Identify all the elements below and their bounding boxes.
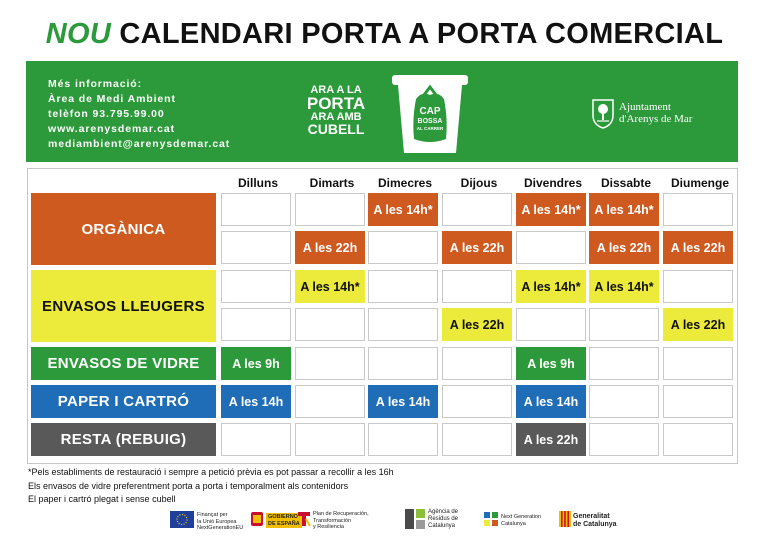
schedule-cell-envasos-1-dimecres bbox=[368, 270, 438, 303]
schedule-cell-organica-2-dissabte: A les 22h bbox=[589, 231, 659, 264]
schedule-cell-paper-diumenge bbox=[663, 385, 733, 418]
arc-logo-icon bbox=[404, 508, 426, 530]
schedule-cell-resta-dimecres bbox=[368, 423, 438, 456]
slogan-line-3: ARA AMB bbox=[310, 111, 362, 123]
title-calendari: CALENDARI bbox=[119, 18, 302, 50]
logo-prtr-text: Plan de Recuperación, Transformación y Resiliencia bbox=[313, 511, 369, 530]
schedule-cell-resta-dijous bbox=[442, 423, 512, 456]
schedule-cell-vidre-dissabte bbox=[589, 347, 659, 380]
schedule-cell-envasos-1-dimarts: A les 14h* bbox=[295, 270, 365, 303]
logo-generalitat-text: Generalitat de Catalunya bbox=[573, 513, 617, 528]
bin-label-cap: CAP bbox=[419, 106, 441, 117]
schedule-cell-envasos-2-dissabte bbox=[589, 308, 659, 341]
schedule-cell-resta-dimarts bbox=[295, 423, 365, 456]
schedule-cell-organica-2-divendres bbox=[516, 231, 586, 264]
schedule-cell-resta-divendres: A les 22h bbox=[516, 423, 586, 456]
day-header-dilluns: Dilluns bbox=[237, 176, 278, 190]
schedule-cell-envasos-2-dilluns bbox=[221, 308, 291, 341]
schedule-cell-vidre-dimarts bbox=[295, 347, 365, 380]
schedule-cell-paper-dissabte bbox=[589, 385, 659, 418]
schedule-cell-vidre-dimecres bbox=[368, 347, 438, 380]
schedule-cell-envasos-2-divendres bbox=[516, 308, 586, 341]
day-header-dimecres: Dimecres bbox=[377, 176, 433, 190]
schedule-cell-organica-1-diumenge bbox=[663, 193, 733, 226]
schedule-cell-resta-diumenge bbox=[663, 423, 733, 456]
schedule-cell-organica-2-dimarts: A les 22h bbox=[295, 231, 365, 264]
bin-label-bossa: BOSSA bbox=[417, 118, 443, 125]
contact-info bbox=[48, 77, 230, 152]
sponsor-logos bbox=[0, 504, 769, 534]
schedule-cell-envasos-1-dilluns bbox=[221, 270, 291, 303]
schedule-cell-envasos-2-dijous: A les 22h bbox=[442, 308, 512, 341]
category-envasos-lleugers: ENVASOS LLEUGERS bbox=[31, 270, 216, 342]
schedule-cell-vidre-dijous bbox=[442, 347, 512, 380]
schedule-cell-envasos-1-dijous bbox=[442, 270, 512, 303]
schedule-cell-paper-divendres: A les 14h bbox=[516, 385, 586, 418]
generalitat-icon bbox=[559, 511, 571, 527]
day-header-diumenge: Diumenge bbox=[670, 176, 729, 190]
schedule-cell-vidre-dilluns: A les 9h bbox=[221, 347, 291, 380]
spain-coat-of-arms-icon bbox=[250, 510, 264, 528]
schedule-cell-resta-dissabte bbox=[589, 423, 659, 456]
day-header-divendres: Divendres bbox=[523, 176, 583, 190]
schedule-cell-resta-dilluns bbox=[221, 423, 291, 456]
schedule-cell-paper-dijous bbox=[442, 385, 512, 418]
category-paper-carto: PAPER I CARTRÓ bbox=[31, 385, 216, 418]
info-banner bbox=[26, 61, 738, 162]
eu-flag-icon bbox=[170, 511, 194, 528]
schedule-cell-envasos-2-diumenge: A les 22h bbox=[663, 308, 733, 341]
contact-website-link[interactable]: www.arenysdemar.cat bbox=[48, 123, 176, 135]
prtr-icon bbox=[297, 511, 311, 527]
contact-phone: telèfon 93.795.99.00 bbox=[48, 108, 165, 120]
schedule-cell-envasos-2-dimarts bbox=[295, 308, 365, 341]
category-envasos-vidre: ENVASOS DE VIDRE bbox=[31, 347, 216, 380]
schedule-cell-organica-1-divendres: A les 14h* bbox=[516, 193, 586, 226]
schedule-cell-organica-2-dijous: A les 22h bbox=[442, 231, 512, 264]
schedule-cell-paper-dimecres: A les 14h bbox=[368, 385, 438, 418]
slogan bbox=[288, 85, 384, 136]
schedule-cell-envasos-2-dimecres bbox=[368, 308, 438, 341]
schedule-cell-organica-2-diumenge: A les 22h bbox=[663, 231, 733, 264]
logo-arc-text: Agència de Residus de Catalunya bbox=[428, 509, 459, 529]
schedule-cell-organica-1-dijous bbox=[442, 193, 512, 226]
schedule-cell-vidre-diumenge bbox=[663, 347, 733, 380]
slogan-line-4: CUBELL bbox=[307, 121, 365, 137]
category-resta: RESTA (REBUIG) bbox=[31, 423, 216, 456]
day-header-dimarts: Dimarts bbox=[309, 176, 355, 190]
day-header-dijous: Dijous bbox=[460, 176, 498, 190]
title-nou: NOU bbox=[45, 18, 112, 50]
schedule-cell-organica-1-dimarts bbox=[295, 193, 365, 226]
schedule-cell-organica-1-dilluns bbox=[221, 193, 291, 226]
logo-eu-text: Finançat per la Unió Europea NextGenerationEU bbox=[197, 512, 244, 531]
waste-bin-icon bbox=[388, 69, 472, 157]
footnote-vidre: Els envasos de vidre preferentment porta a porta i temporalment als contenidors bbox=[28, 480, 349, 491]
title-porta-a-porta: PORTA A PORTA COMERCIAL bbox=[301, 18, 724, 50]
schedule-cell-vidre-divendres: A les 9h bbox=[516, 347, 586, 380]
schedule-cell-paper-dilluns: A les 14h bbox=[221, 385, 291, 418]
schedule-cell-envasos-1-diumenge bbox=[663, 270, 733, 303]
schedule-cell-envasos-1-dissabte: A les 14h* bbox=[589, 270, 659, 303]
ajuntament-logo bbox=[591, 97, 711, 131]
contact-heading: Més informació: bbox=[48, 78, 143, 90]
schedule-cell-paper-dimarts bbox=[295, 385, 365, 418]
ajuntament-line-2: d'Arenys de Mar bbox=[619, 113, 693, 125]
day-header-dissabte: Dissabte bbox=[600, 176, 652, 190]
contact-email-link[interactable]: mediambient@arenysdemar.cat bbox=[48, 138, 231, 150]
schedule-cell-organica-2-dimecres bbox=[368, 231, 438, 264]
schedule-cell-envasos-1-divendres: A les 14h* bbox=[516, 270, 586, 303]
page-title bbox=[0, 18, 769, 51]
slogan-line-2: PORTA bbox=[306, 94, 366, 113]
ajuntament-shield-icon bbox=[591, 97, 615, 129]
footnote-paper: El paper i cartró plegat i sense cubell bbox=[28, 494, 176, 504]
schedule-cell-organica-1-dissabte: A les 14h* bbox=[589, 193, 659, 226]
bin-label-carrer: AL CARRER bbox=[416, 126, 444, 131]
schedule-cell-organica-1-dimecres: A les 14h* bbox=[368, 193, 438, 226]
slogan-line-1: ARA A LA bbox=[310, 84, 362, 96]
ajuntament-line-1: Ajuntament bbox=[619, 101, 671, 113]
logo-ngc-text: Next Generation Catalunya bbox=[501, 514, 542, 527]
footnote-restauracio: *Pels establiments de restauració i sempre a petició prèvia es pot passar a recollir a les 16h bbox=[28, 467, 394, 477]
contact-department: Àrea de Medi Ambient bbox=[48, 93, 176, 105]
category-organica: ORGÀNICA bbox=[31, 193, 216, 265]
logo-gobierno-text: GOBIERNO DE ESPAÑA bbox=[268, 514, 300, 527]
schedule-cell-organica-2-dilluns bbox=[221, 231, 291, 264]
next-generation-catalunya-icon bbox=[484, 512, 498, 526]
footnotes bbox=[28, 466, 394, 507]
